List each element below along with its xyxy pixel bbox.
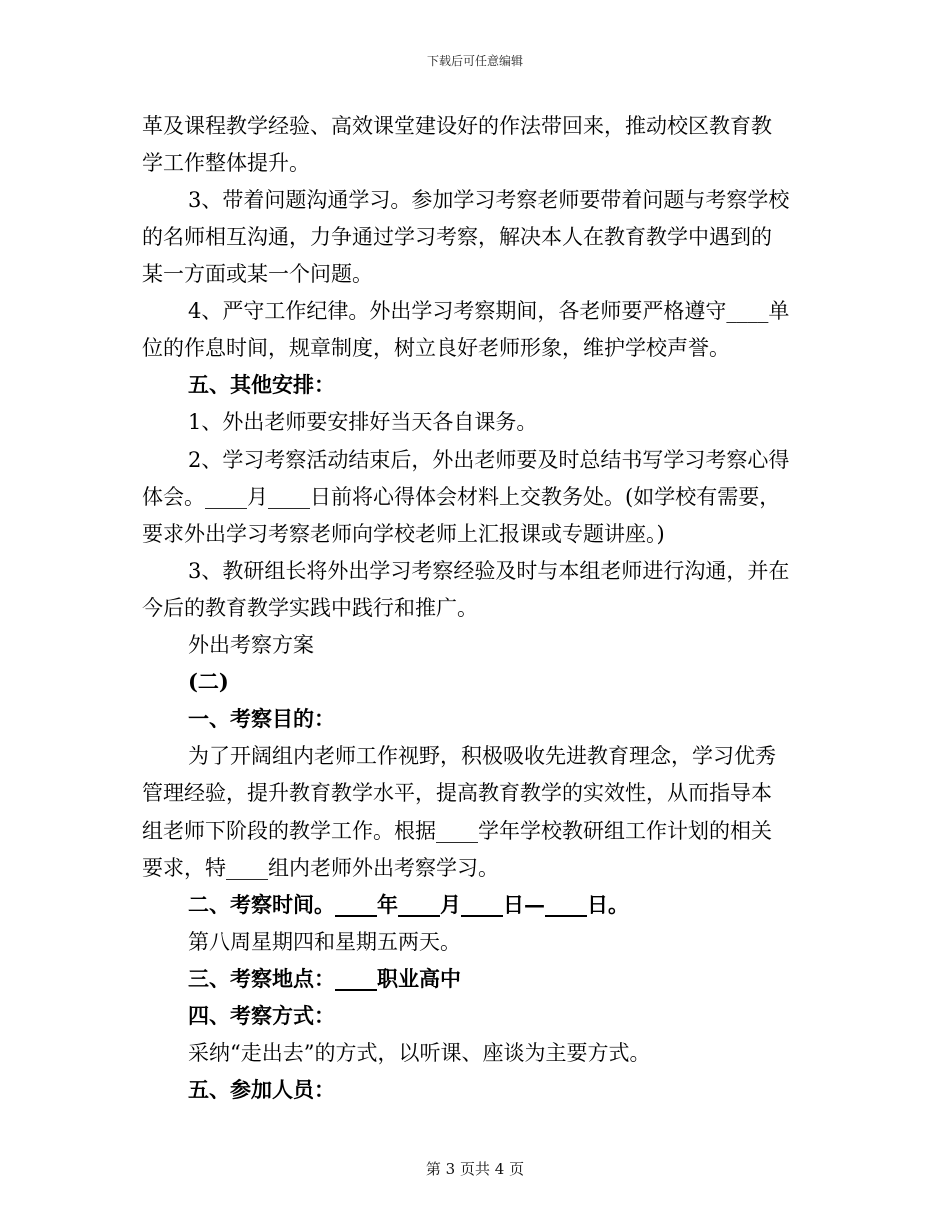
body-line: 革及课程教学经验、高效课堂建设好的作法带回来，推动校区教育教	[142, 114, 772, 138]
section-heading: 五、其他安排：	[188, 372, 335, 397]
document-subtitle: (二)	[188, 669, 229, 694]
section-heading: 三、考察地点：____职业高中	[188, 966, 461, 991]
body-line: 4、严守工作纪律。外出学习考察期间，各老师要严格遵守____单	[188, 299, 790, 323]
section-heading: 四、考察方式：	[188, 1003, 335, 1028]
body-line: 1、外出老师要安排好当天各自课务。	[188, 410, 538, 434]
body-line: 3、带着问题沟通学习。参加学习考察老师要带着问题与考察学校	[188, 188, 790, 212]
body-line: 3、教研组长将外出学习考察经验及时与本组老师进行沟通，并在	[188, 559, 790, 583]
body-line: 采纳“走出去”的方式，以听课、座谈为主要方式。	[188, 1041, 651, 1065]
body-line: 位的作息时间，规章制度，树立良好老师形象，维护学校声誉。	[142, 336, 730, 360]
body-line: 某一方面或某一个问题。	[142, 262, 373, 286]
body-line: 今后的教育教学实践中践行和推广。	[142, 596, 478, 620]
body-line: 体会。____月____日前将心得体会材料上交教务处。(如学校有需要，	[142, 485, 781, 509]
page-footer: 第 3 页共 4 页	[425, 1160, 525, 1178]
body-line: 学工作整体提升。	[142, 151, 310, 175]
section-heading: 一、考察目的：	[188, 706, 335, 731]
page-header: 下载后可任意编辑	[426, 54, 523, 68]
body-line: 要求，特____组内老师外出考察学习。	[142, 856, 499, 880]
section-heading: 五、参加人员：	[188, 1077, 335, 1102]
body-line: 管理经验，提升教育教学水平，提高教育教学的实效性，从而指导本	[142, 781, 772, 805]
document-title: 外出考察方案	[188, 633, 314, 657]
body-line: 的名师相互沟通，力争通过学习考察，解决本人在教育教学中遇到的	[142, 225, 772, 249]
body-line: 2、学习考察活动结束后，外出老师要及时总结书写学习考察心得	[188, 448, 790, 472]
body-line: 为了开阔组内老师工作视野，积极吸收先进教育理念，学习优秀	[188, 744, 776, 768]
section-heading: 二、考察时间。____年____月____日—____日。	[188, 892, 629, 917]
body-line: 要求外出学习考察老师向学校老师上汇报课或专题讲座。)	[142, 522, 665, 546]
body-line: 组老师下阶段的教学工作。根据____学年学校教研组工作计划的相关	[142, 819, 772, 843]
body-line: 第八周星期四和星期五两天。	[188, 930, 461, 954]
